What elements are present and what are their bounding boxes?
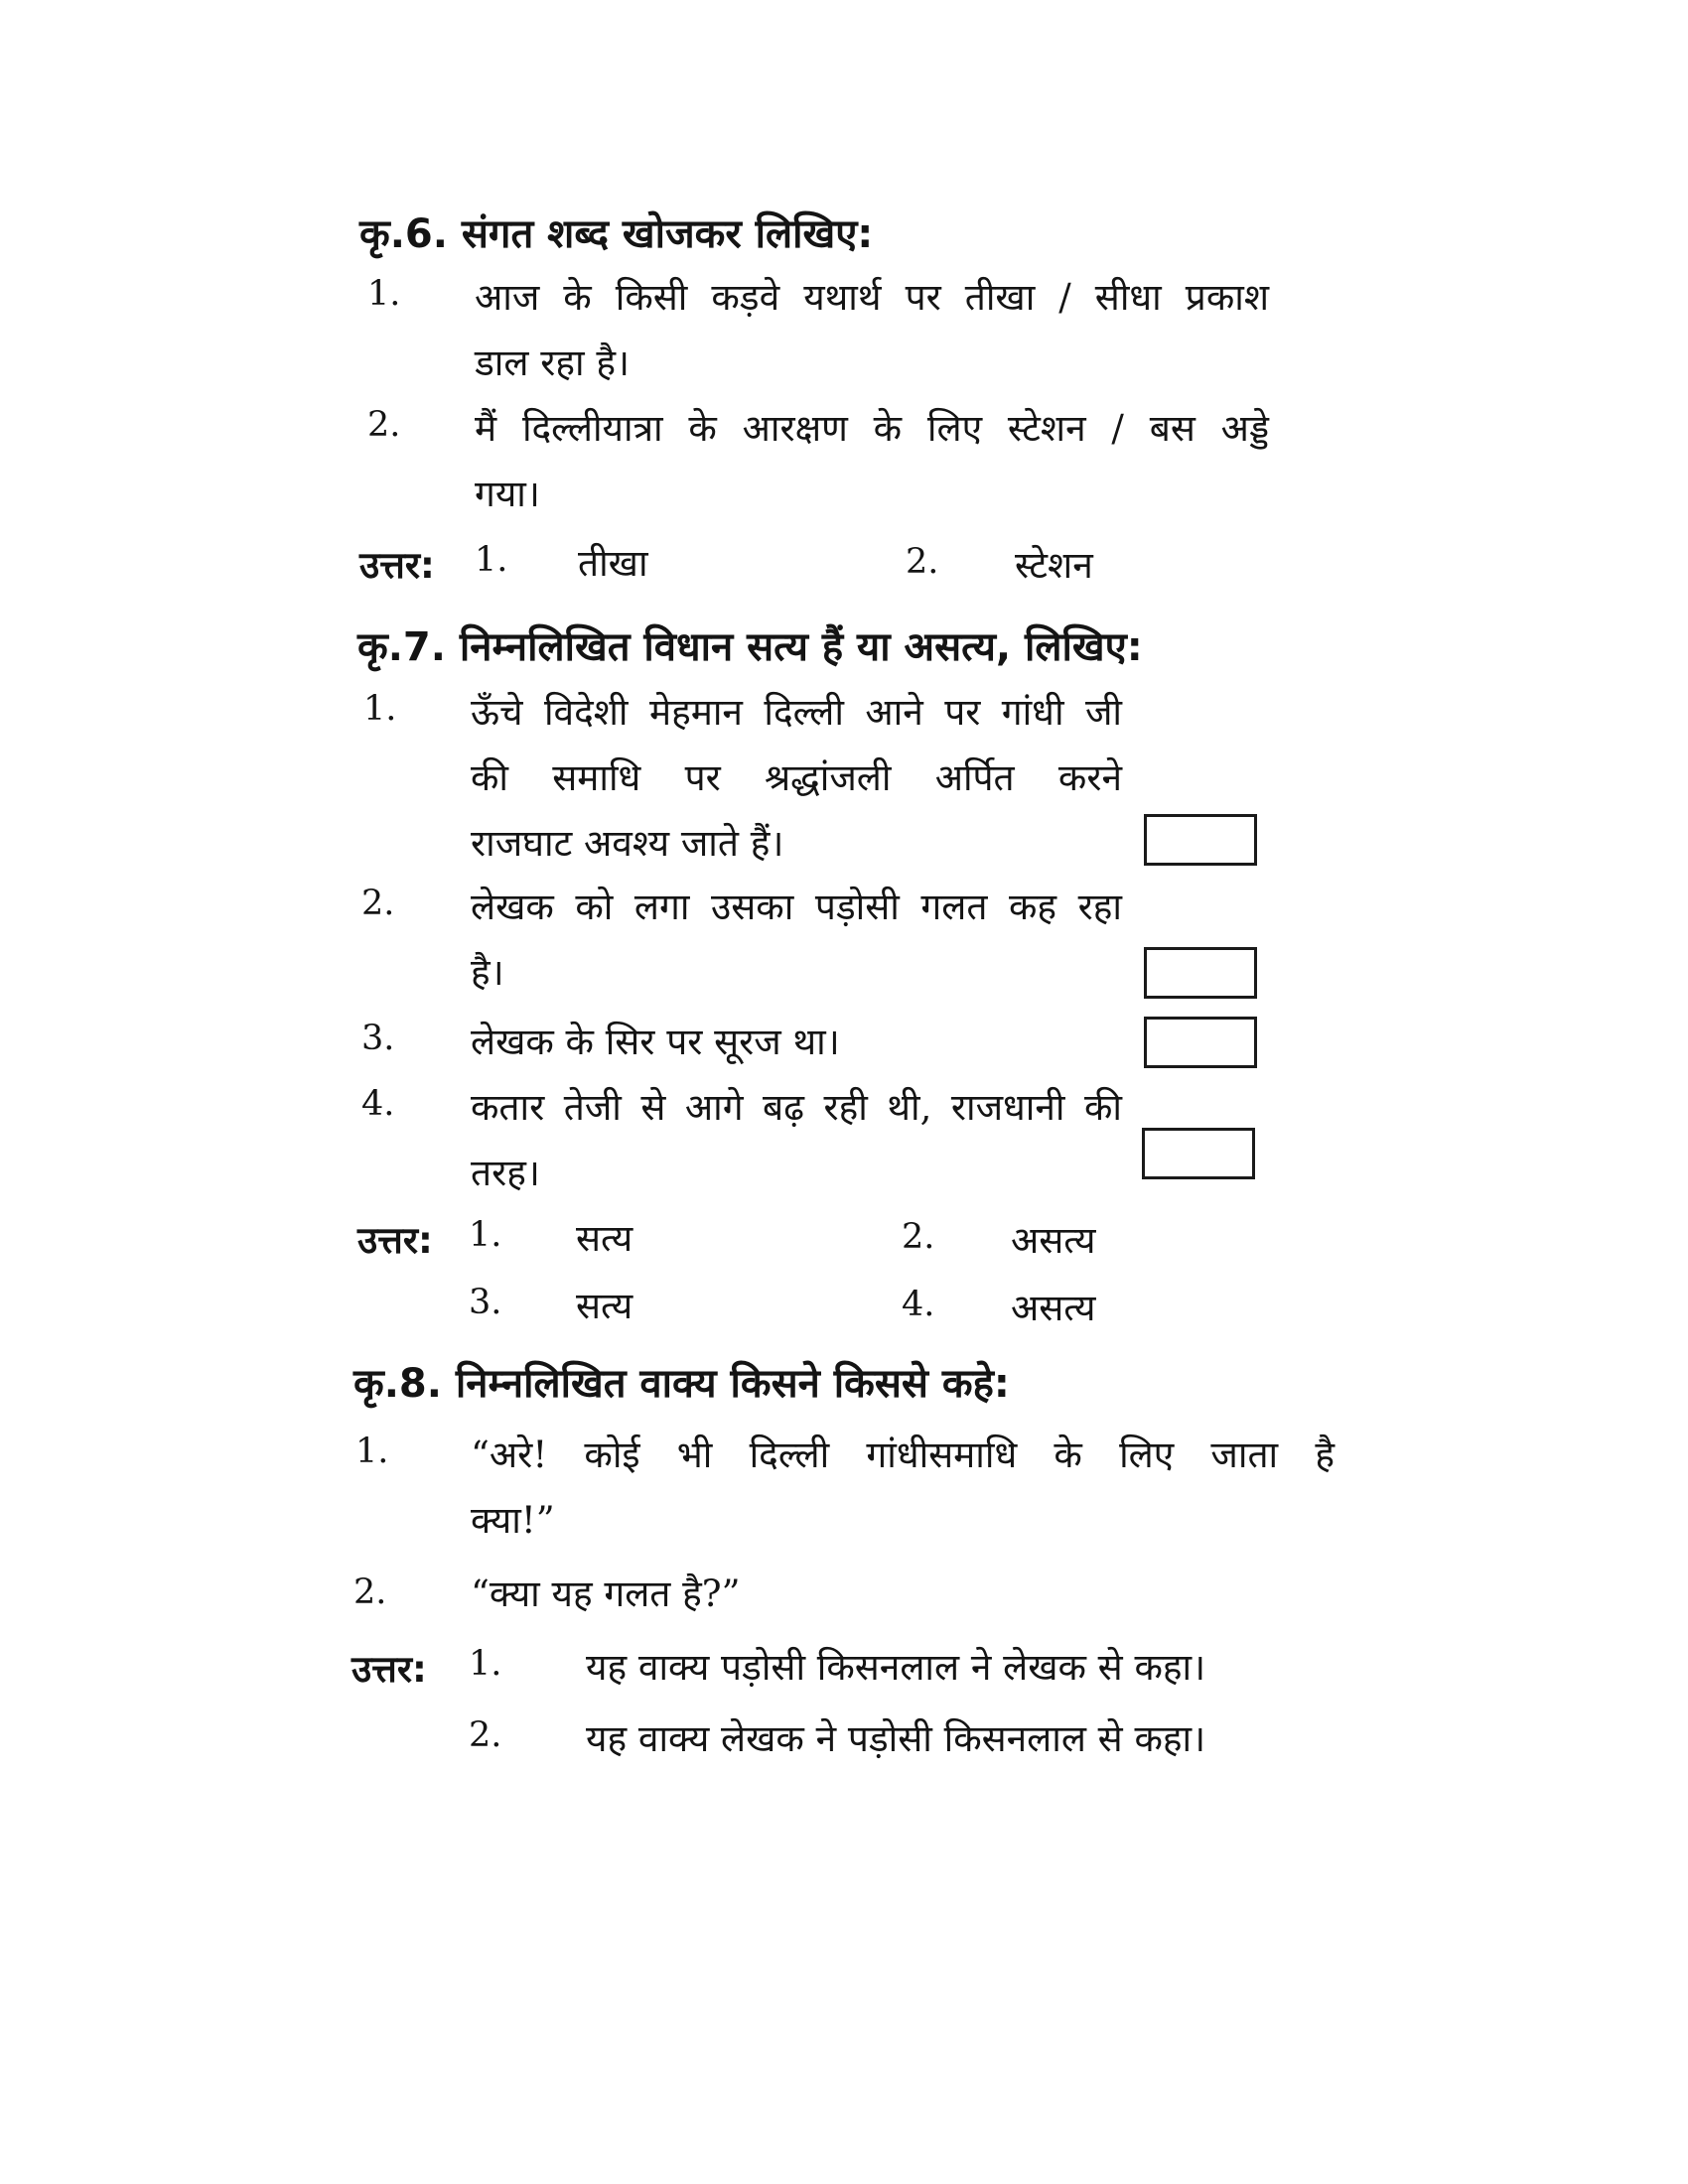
- q7-title: निम्नलिखित विधान सत्य हैं या असत्य, लिखिए:: [459, 624, 1143, 670]
- q8-heading: [353, 1354, 1010, 1409]
- q6-item-1-line-2: डाल रहा है।: [475, 341, 631, 384]
- q7-item-2-answer-box[interactable]: [1144, 947, 1257, 999]
- q7-item-1-line-2: की समाधि पर श्रद्धांजली अर्पित करने: [471, 756, 1122, 799]
- q6-item-1-line-1: आज के किसी कड़वे यथार्थ पर तीखा / सीधा प्रकाश: [475, 276, 1269, 319]
- q7-label: कृ.7.: [357, 624, 446, 670]
- q8-answer-1-text: यह वाक्य पड़ोसी किसनलाल ने लेखक से कहा।: [586, 1646, 1206, 1689]
- q6-label: कृ.6.: [359, 211, 448, 257]
- q6-heading: [359, 205, 873, 259]
- q7-item-3-line-1: लेखक के सिर पर सूरज था।: [471, 1021, 840, 1063]
- q7-item-4-number: 4.: [361, 1084, 395, 1124]
- q6-answer-label: उत्तर:: [359, 544, 435, 587]
- q8-answer-1-number: 1.: [469, 1644, 502, 1684]
- q6-item-2-number: 2.: [367, 405, 401, 445]
- q7-answer-4-text: असत्य: [1011, 1287, 1096, 1329]
- q7-item-3-answer-box[interactable]: [1144, 1017, 1257, 1068]
- q7-item-1-line-1: ऊँचे विदेशी मेहमान दिल्ली आने पर गांधी जी: [471, 691, 1122, 734]
- q8-label: कृ.8.: [353, 1361, 442, 1407]
- q8-title: निम्नलिखित वाक्य किसने किससे कहे:: [455, 1361, 1010, 1407]
- q8-answer-2-number: 2.: [469, 1715, 502, 1755]
- q7-item-2-line-1: लेखक को लगा उसका पड़ोसी गलत कह रहा: [471, 886, 1122, 928]
- q7-item-1-answer-box[interactable]: [1144, 814, 1257, 866]
- q7-item-4-answer-box[interactable]: [1142, 1128, 1255, 1179]
- q7-item-4-line-2: तरह।: [471, 1152, 540, 1194]
- q8-item-2-line-1: “क्या यह गलत है?”: [471, 1572, 741, 1615]
- q7-item-2-number: 2.: [361, 884, 395, 923]
- q6-title: संगत शब्द खोजकर लिखिए:: [461, 211, 874, 257]
- q8-answer-label: उत्तर:: [352, 1648, 427, 1691]
- q6-answer-2-number: 2.: [906, 542, 939, 582]
- q7-item-4-line-1: कतार तेजी से आगे बढ़ रही थी, राजधानी की: [471, 1086, 1122, 1129]
- q7-answer-1-number: 1.: [469, 1215, 502, 1255]
- q7-answer-2-text: असत्य: [1011, 1219, 1096, 1262]
- q6-item-2-line-2: गया।: [475, 473, 540, 515]
- q7-heading: [357, 617, 1143, 672]
- q7-item-3-number: 3.: [361, 1019, 395, 1058]
- q7-answer-2-number: 2.: [902, 1217, 935, 1257]
- q7-item-1-line-3: राजघाट अवश्य जाते हैं।: [471, 822, 784, 865]
- q7-item-1-number: 1.: [363, 689, 397, 729]
- q7-answer-4-number: 4.: [902, 1285, 935, 1324]
- q8-item-1-line-1: “अरे! कोई भी दिल्ली गांधीसमाधि के लिए जाता है: [471, 1433, 1335, 1476]
- q7-answer-3-number: 3.: [469, 1283, 502, 1322]
- q6-answer-2-text: स्टेशन: [1015, 544, 1093, 587]
- q8-item-1-line-2: क्या!”: [471, 1499, 555, 1542]
- q7-answer-label: उत्तर:: [357, 1219, 433, 1262]
- q6-item-2-line-1: मैं दिल्लीयात्रा के आरक्षण के लिए स्टेशन / बस अड्डे: [475, 407, 1269, 450]
- q6-item-1-number: 1.: [367, 274, 401, 314]
- q8-item-1-number: 1.: [355, 1432, 389, 1471]
- q7-item-2-line-2: है।: [471, 951, 504, 994]
- q7-answer-3-text: सत्य: [576, 1285, 633, 1327]
- q7-answer-1-text: सत्य: [576, 1217, 633, 1260]
- q6-answer-1-number: 1.: [475, 540, 508, 580]
- q8-answer-2-text: यह वाक्य लेखक ने पड़ोसी किसनलाल से कहा।: [586, 1717, 1206, 1760]
- q8-item-2-number: 2.: [353, 1572, 387, 1612]
- q6-answer-1-text: तीखा: [578, 542, 648, 585]
